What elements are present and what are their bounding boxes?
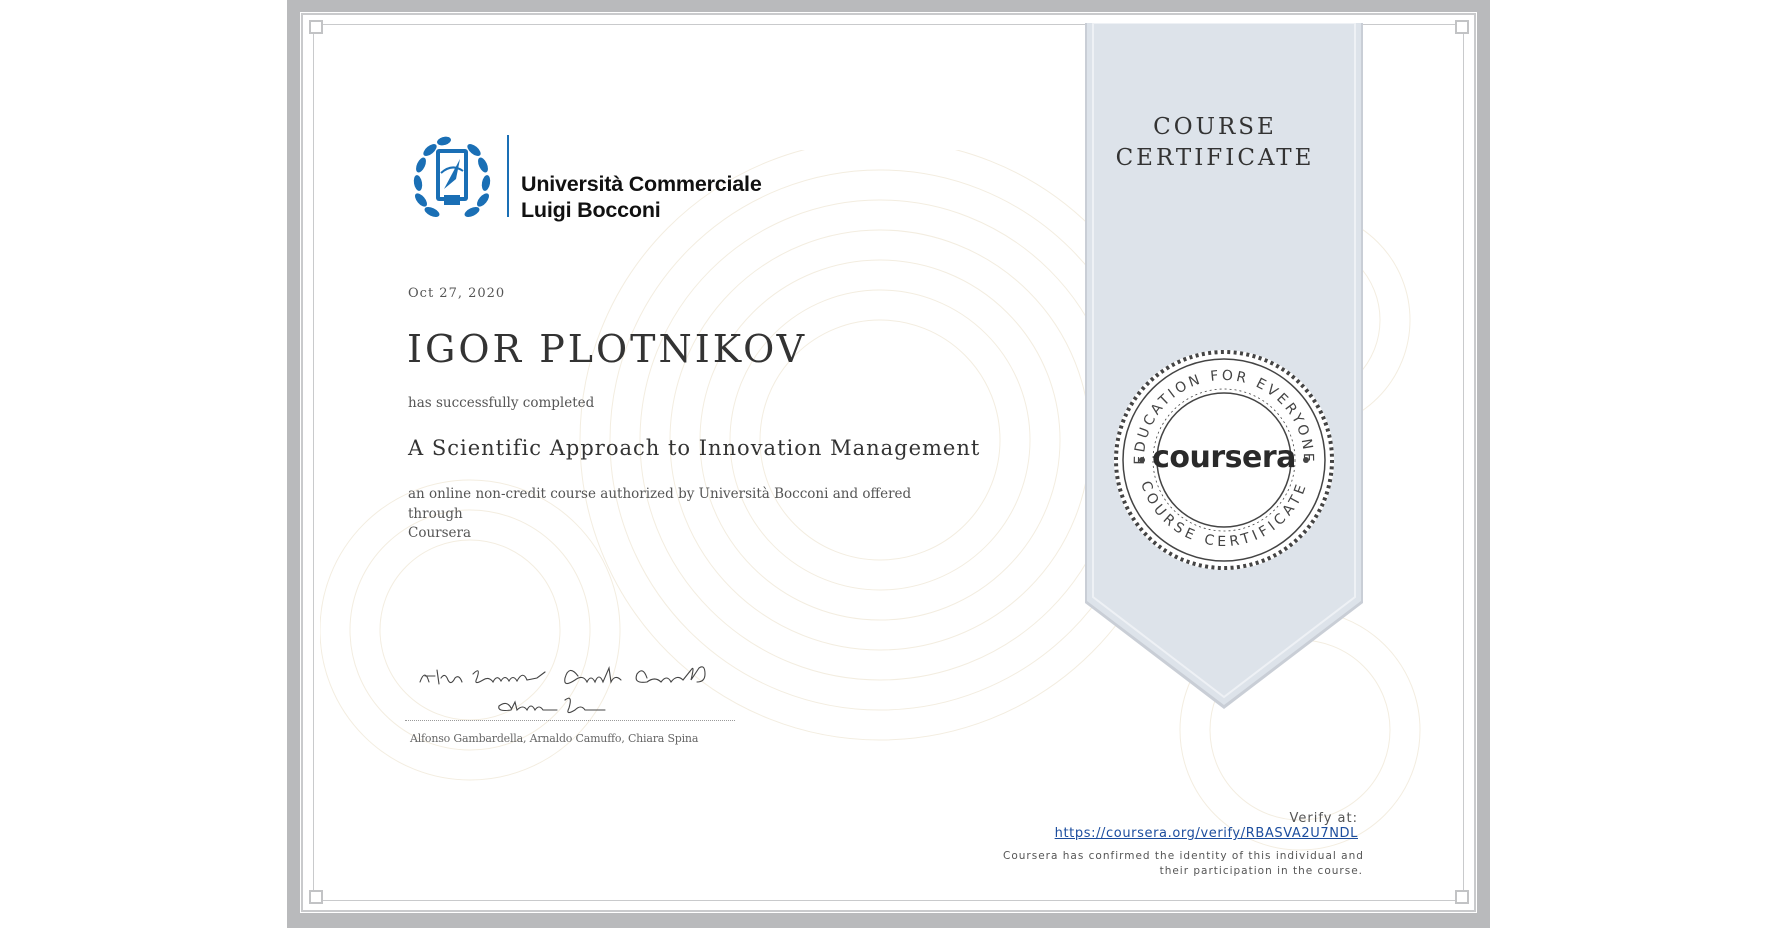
ribbon-title-line1: COURSE [1153,114,1277,140]
signature-rule [405,720,735,721]
institution-name [521,171,762,223]
course-description-line2: Coursera [408,525,472,541]
seal-bottom-text: COURSE CERTIFICATE [1137,479,1311,550]
identity-confirmation-line2: their participation in the course. [1159,865,1363,877]
verify-link[interactable]: https://coursera.org/verify/RBASVA2U7NDL [1054,826,1358,841]
certificate-date: Oct 27, 2020 [408,286,506,301]
identity-confirmation [1003,849,1363,879]
corner-ornament-top-left [309,20,323,34]
completed-text: has successfully completed [408,395,595,411]
identity-confirmation-line1: Coursera has confirmed the identity of this individual and [1003,850,1364,862]
course-description [408,485,928,544]
corner-ornament-top-right [1455,20,1469,34]
coursera-logo: coursera [1152,440,1296,475]
signatures [415,660,735,720]
institution-name-line2: Luigi Bocconi [521,198,661,222]
corner-ornament-bottom-right [1455,890,1469,904]
recipient-name: IGOR PLOTNIKOV [407,327,808,371]
seal-top-text: EDUCATION FOR EVERYONE [1131,367,1317,465]
course-description-line1: an online non-credit course authorized by Università Bocconi and offered through [408,486,912,522]
course-title: A Scientific Approach to Innovation Management [408,436,981,460]
ribbon-title [1085,112,1345,174]
signer-names: Alfonso Gambardella, Arnaldo Camuffo, Chiara Spina [410,732,699,745]
ribbon-title-line2: CERTIFICATE [1115,145,1315,171]
institution-name-line1: Università Commerciale [521,172,762,196]
verify-label: Verify at: [1289,811,1358,826]
corner-ornament-bottom-left [309,890,323,904]
